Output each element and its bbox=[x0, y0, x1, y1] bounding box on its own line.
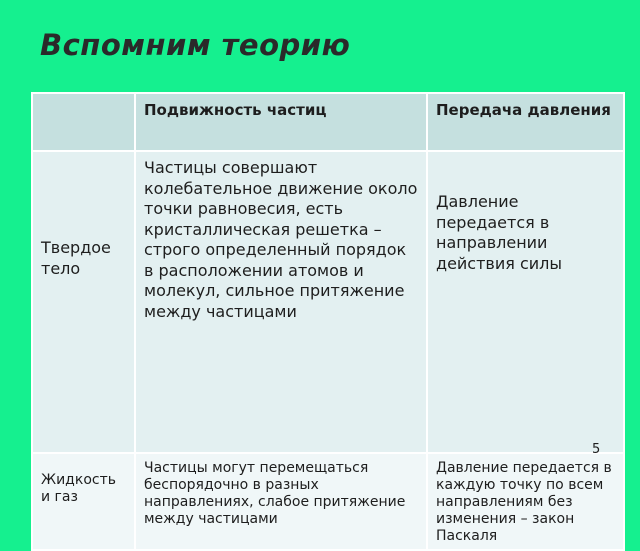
row-label-cell bbox=[32, 151, 135, 453]
header-cell-empty bbox=[32, 93, 135, 151]
pressure-text-solid: Давление передается в направлении действия силы bbox=[436, 192, 563, 273]
state-label-liquid-gas: Жидкость и газ bbox=[41, 472, 116, 505]
pressure-cell bbox=[427, 453, 624, 550]
header-cell-mobility bbox=[135, 93, 427, 151]
table-header-row bbox=[32, 93, 624, 151]
page-number: 5 bbox=[592, 442, 601, 457]
row-label-cell bbox=[32, 453, 135, 550]
theory-table bbox=[31, 92, 625, 551]
mobility-cell bbox=[135, 453, 427, 550]
pressure-cell bbox=[427, 151, 624, 453]
mobility-text-solid: Частицы совершают колебательное движение около точки равновесия, есть кристаллическая решетка – строго определенный порядок в расположении атомов и молекул, сильное притяжение между частицами bbox=[144, 158, 418, 321]
header-mobility-label: Подвижность частиц bbox=[144, 101, 327, 119]
slide-title: Вспомним теорию bbox=[40, 28, 351, 62]
mobility-cell bbox=[135, 151, 427, 453]
table-row-liquid-gas bbox=[32, 453, 624, 550]
pressure-text-liquid-gas: Давление передается в каждую точку по всем направлениям без изменения – закон Паскаля bbox=[436, 460, 612, 544]
state-label-solid: Твердое тело bbox=[41, 238, 111, 278]
table-row-solid bbox=[32, 151, 624, 453]
header-pressure-label: Передача давления bbox=[436, 101, 611, 119]
mobility-text-liquid-gas: Частицы могут перемещаться беспорядочно в разных направлениях, слабое притяжение между частицами bbox=[144, 460, 406, 527]
header-cell-pressure bbox=[427, 93, 624, 151]
